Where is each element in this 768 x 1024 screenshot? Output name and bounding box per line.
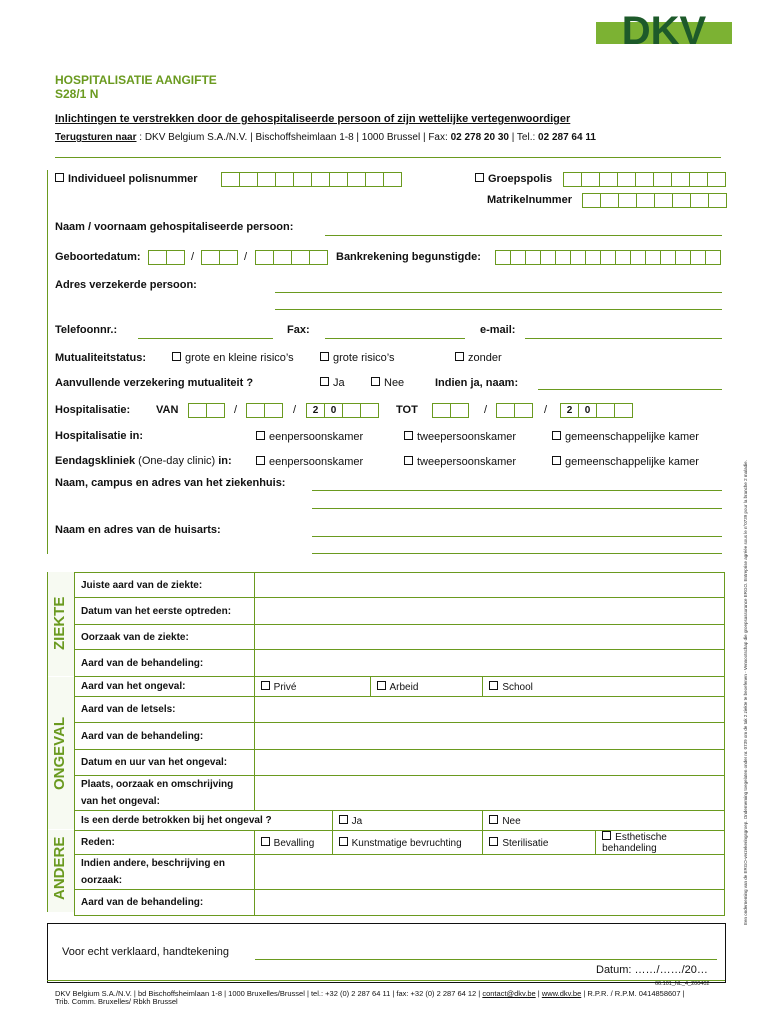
first-onset-label: Datum van het eerste optreden: xyxy=(75,598,255,625)
logo-text: DKV xyxy=(621,9,707,48)
accident-type-label: Aard van het ongeval: xyxy=(75,677,255,697)
injuries-label: Aard van de letsels: xyxy=(75,697,255,723)
disease-treatment-field[interactable] xyxy=(254,650,724,677)
extra-no-option[interactable] xyxy=(371,377,404,389)
from-year-input[interactable]: 2 0 xyxy=(306,403,379,418)
individual-policy-input[interactable] xyxy=(221,172,402,187)
checkbox-icon[interactable] xyxy=(256,456,265,465)
return-label: Terugsturen naar xyxy=(55,132,137,143)
other-line-1: Indien andere, beschrijving en xyxy=(81,858,225,869)
disease-nature-label: Juiste aard van de ziekte: xyxy=(75,573,255,598)
checkbox-icon[interactable] xyxy=(475,173,484,182)
table-row xyxy=(75,723,725,750)
checkbox-icon[interactable] xyxy=(320,352,329,361)
ivf-label: Kunstmatige bevruchting xyxy=(351,837,462,849)
checkbox-icon[interactable] xyxy=(55,173,64,182)
to-label: TOT xyxy=(396,404,418,416)
extra-yes-option[interactable] xyxy=(320,377,345,389)
individual-policy-option[interactable] xyxy=(55,173,198,185)
mutual-option-1[interactable] xyxy=(172,352,294,364)
name-label: Naam / voornaam gehospitaliseerde persoon: xyxy=(55,221,294,233)
oneday-shared-label: gemeenschappelijke kamer xyxy=(565,456,699,468)
injuries-field[interactable] xyxy=(254,697,724,723)
name-field[interactable] xyxy=(325,235,722,236)
date-separator: / xyxy=(484,404,488,416)
from-month-input[interactable] xyxy=(246,403,283,418)
hospital-field-2[interactable] xyxy=(312,508,722,509)
third-party-label: Is een derde betrokken bij het ongeval ? xyxy=(75,811,333,831)
checkbox-icon[interactable] xyxy=(320,377,329,386)
birth-day-input[interactable] xyxy=(148,250,185,265)
third-no-label: Nee xyxy=(502,815,521,827)
tel-number: 02 287 64 11 xyxy=(538,132,596,143)
matricule-label: Matrikelnummer xyxy=(487,194,572,206)
one-day-paren: (One-day clinic) xyxy=(135,455,219,467)
form-title: HOSPITALISATIE AANGIFTE xyxy=(55,73,217,87)
accident-treatment-label: Aard van de behandeling: xyxy=(75,723,255,750)
fax-number: 02 278 20 30 xyxy=(450,132,509,143)
fax-field[interactable] xyxy=(325,338,465,339)
place-line-2: van het ongeval: xyxy=(81,796,160,807)
mutual-option-1-label: grote en kleine risico’s xyxy=(185,352,294,364)
checkbox-icon[interactable] xyxy=(256,431,265,440)
other-description-field[interactable] xyxy=(254,855,724,890)
gp-label: Naam en adres van de huisarts: xyxy=(55,524,221,536)
checkbox-icon[interactable] xyxy=(489,681,498,690)
matricule-input[interactable] xyxy=(582,193,727,208)
dkv-logo xyxy=(596,8,732,48)
room-shared-label: gemeenschappelijke kamer xyxy=(565,431,699,443)
checkbox-icon[interactable] xyxy=(552,456,561,465)
checkbox-icon[interactable] xyxy=(602,831,611,840)
checkbox-icon[interactable] xyxy=(371,377,380,386)
to-day-input[interactable] xyxy=(432,403,469,418)
signature-label: Voor echt verklaard, handtekening xyxy=(62,946,229,958)
footer-address: DKV Belgium S.A./N.V. | bd Bischoffsheimlaan 1-8 | 1000 Bruxelles/Brussel | tel.: +32 (0) 2 287 64 11 | fax: +32 (0) 2 287 64 12 | xyxy=(55,989,483,998)
table-row xyxy=(75,750,725,776)
work-label: Arbeid xyxy=(389,681,419,693)
header-divider xyxy=(55,157,721,158)
return-text: : DKV Belgium S.A./N.V. | Bischoffsheimlaan 1-8 | 1000 Brussel | Fax: xyxy=(136,132,451,143)
side-legal-text: Een onderneming van de ERGO-verzekeringsgroep. Onderneming toegelaten onder nr. 0739 om de tak 2 ziekte te beoefenen - Vennootschap die groepsassurance ERGO. Entreprise agréée sous le n°0739 pour la branche 2 maladie. xyxy=(743,460,748,925)
andere-section-label: ANDERE xyxy=(51,836,68,900)
oneday-single-option[interactable] xyxy=(256,456,363,468)
other-description-label xyxy=(75,855,255,890)
if-yes-name-label: Indien ja, naam: xyxy=(435,377,519,389)
address-field-2[interactable] xyxy=(275,309,722,310)
table-row xyxy=(75,625,725,650)
third-yes-label: Ja xyxy=(351,815,363,827)
accident-treatment-field[interactable] xyxy=(254,723,724,750)
room-single-option[interactable] xyxy=(256,431,363,443)
bank-input[interactable] xyxy=(495,250,721,265)
one-day-clinic-label xyxy=(55,455,232,467)
group-policy-option[interactable] xyxy=(475,173,552,185)
individual-policy-label: Individueel polisnummer xyxy=(68,173,198,185)
hospital-label: Naam, campus en adres van het ziekenhuis: xyxy=(55,477,286,489)
other-treatment-field[interactable] xyxy=(254,890,724,916)
table-row xyxy=(75,650,725,677)
school-label: School xyxy=(502,681,533,693)
table-row xyxy=(75,855,725,890)
one-day-in: in: xyxy=(218,455,232,467)
left-bar-bottom xyxy=(47,572,48,912)
table-row xyxy=(75,811,725,831)
extra-insurance-label: Aanvullende verzekering mutualiteit ? xyxy=(55,377,254,389)
document-reference: 66.101_NL_4_200402 xyxy=(655,981,710,987)
checkbox-icon[interactable] xyxy=(489,815,498,824)
oneday-shared-option[interactable] xyxy=(552,456,699,468)
date-separator: / xyxy=(234,404,238,416)
hospitalisation-in-label: Hospitalisatie in: xyxy=(55,430,144,442)
checkbox-icon[interactable] xyxy=(172,352,181,361)
room-double-label: tweepersoonskamer xyxy=(417,431,517,443)
reason-label: Reden: xyxy=(75,831,255,855)
birth-year-input[interactable] xyxy=(255,250,328,265)
oneday-single-label: eenpersoonskamer xyxy=(269,456,364,468)
form-code: S28/1 N xyxy=(55,87,99,101)
checkbox-icon[interactable] xyxy=(489,837,498,846)
place-line-1: Plaats, oorzaak en omschrijving xyxy=(81,779,234,790)
ziekte-section-label: ZIEKTE xyxy=(51,596,68,650)
table-row xyxy=(75,598,725,625)
reason-ivf-option[interactable] xyxy=(332,831,483,855)
birth-label: Bevalling xyxy=(273,837,315,849)
hospital-field-1[interactable] xyxy=(312,490,722,491)
table-row xyxy=(75,697,725,723)
table-row xyxy=(75,573,725,598)
oneday-double-label: tweepersoonskamer xyxy=(417,456,517,468)
signature-divider xyxy=(47,980,725,981)
disease-treatment-label: Aard van de behandeling: xyxy=(75,650,255,677)
address-label: Adres verzekerde persoon: xyxy=(55,279,197,291)
from-day-input[interactable] xyxy=(188,403,225,418)
accident-private-option[interactable] xyxy=(254,677,370,697)
accident-datetime-field[interactable] xyxy=(254,750,724,776)
left-bar-top xyxy=(47,170,48,554)
signature-field[interactable] xyxy=(255,959,717,960)
accident-place-label xyxy=(75,776,255,811)
third-party-yes[interactable] xyxy=(332,811,483,831)
checkbox-icon[interactable] xyxy=(261,837,270,846)
group-policy-input[interactable] xyxy=(563,172,726,187)
checkbox-icon[interactable] xyxy=(339,815,348,824)
room-double-option[interactable] xyxy=(404,431,516,443)
aesthetic-label: Esthetische behandeling xyxy=(602,832,667,854)
fax-label: Fax: xyxy=(287,324,310,336)
accident-work-option[interactable] xyxy=(370,677,483,697)
checkbox-icon[interactable] xyxy=(377,681,386,690)
oneday-double-option[interactable] xyxy=(404,456,516,468)
gp-field-2[interactable] xyxy=(312,553,722,554)
yes-label: Ja xyxy=(333,377,345,389)
accident-place-field[interactable] xyxy=(254,776,724,811)
reason-birth-option[interactable] xyxy=(254,831,332,855)
no-label: Nee xyxy=(384,377,405,389)
date-separator: / xyxy=(544,404,548,416)
sterilisation-label: Sterilisatie xyxy=(502,837,549,849)
birthdate-label: Geboortedatum: xyxy=(55,251,141,263)
room-single-label: eenpersoonskamer xyxy=(269,431,364,443)
first-onset-field[interactable] xyxy=(254,598,724,625)
ongeval-section-label: ONGEVAL xyxy=(51,716,68,790)
footer-email-link[interactable]: contact@dkv.be xyxy=(482,989,536,998)
accident-datetime-label: Datum en uur van het ongeval: xyxy=(75,750,255,776)
mutual-option-2-label: grote risico’s xyxy=(333,352,395,364)
accident-school-option[interactable] xyxy=(483,677,725,697)
date-separator: / xyxy=(293,404,297,416)
mutual-option-2[interactable] xyxy=(320,352,395,364)
one-day-title: Eendagskliniek xyxy=(55,455,136,467)
table-row xyxy=(75,890,725,916)
phone-label: Telefoonnr.: xyxy=(55,324,118,336)
mutual-status-label: Mutualiteitstatus: xyxy=(55,352,147,364)
checkbox-icon[interactable] xyxy=(404,456,413,465)
date-separator: / xyxy=(191,251,195,263)
phone-field[interactable] xyxy=(138,338,273,339)
date-label: Datum: ……/……/20… xyxy=(596,964,708,976)
intro-text: Inlichtingen te verstrekken door de gehospitaliseerde persoon of zijn wettelijke vertegenwoordiger xyxy=(55,113,571,125)
footer-web-link[interactable]: www.dkv.be xyxy=(541,989,582,998)
checkbox-icon[interactable] xyxy=(552,431,561,440)
room-shared-option[interactable] xyxy=(552,431,699,443)
disease-nature-field[interactable] xyxy=(254,573,724,598)
third-party-no[interactable] xyxy=(483,811,725,831)
group-policy-label: Groepspolis xyxy=(488,173,553,185)
email-field[interactable] xyxy=(525,338,722,339)
date-separator: / xyxy=(244,251,248,263)
return-address xyxy=(55,132,596,143)
checkbox-icon[interactable] xyxy=(404,431,413,440)
mutual-option-3-label: zonder xyxy=(468,352,502,364)
birth-month-input[interactable] xyxy=(201,250,238,265)
details-table xyxy=(74,572,725,916)
from-label: VAN xyxy=(156,404,179,416)
disease-cause-label: Oorzaak van de ziekte: xyxy=(75,625,255,650)
private-label: Privé xyxy=(273,681,297,693)
gp-field-1[interactable] xyxy=(312,536,722,537)
checkbox-icon[interactable] xyxy=(261,681,270,690)
footer-line-2: Trib. Comm. Bruxelles/ Rbkh Brussel xyxy=(55,997,178,1006)
hospitalisation-label: Hospitalisatie: xyxy=(55,404,131,416)
other-treatment-label: Aard van de behandeling: xyxy=(75,890,255,916)
checkbox-icon[interactable] xyxy=(455,352,464,361)
footer-registration: | R.P.R. / R.P.M. 0414858607 | xyxy=(581,989,685,998)
reason-sterilisation-option[interactable] xyxy=(483,831,596,855)
email-label: e-mail: xyxy=(480,324,516,336)
table-row xyxy=(75,776,725,811)
table-row xyxy=(75,831,725,855)
mutual-name-field[interactable] xyxy=(538,389,722,390)
footer-sep: | xyxy=(535,989,542,998)
bank-label: Bankrekening begunstigde: xyxy=(336,251,481,263)
tel-label: | Tel.: xyxy=(508,132,539,143)
disease-cause-field[interactable] xyxy=(254,625,724,650)
address-field-1[interactable] xyxy=(275,292,722,293)
mutual-option-3[interactable] xyxy=(455,352,502,364)
to-month-input[interactable] xyxy=(496,403,533,418)
checkbox-icon[interactable] xyxy=(339,837,348,846)
to-year-input[interactable]: 2 0 xyxy=(560,403,633,418)
reason-aesthetic-option[interactable] xyxy=(596,831,725,855)
table-row xyxy=(75,677,725,697)
other-line-2: oorzaak: xyxy=(81,875,123,886)
